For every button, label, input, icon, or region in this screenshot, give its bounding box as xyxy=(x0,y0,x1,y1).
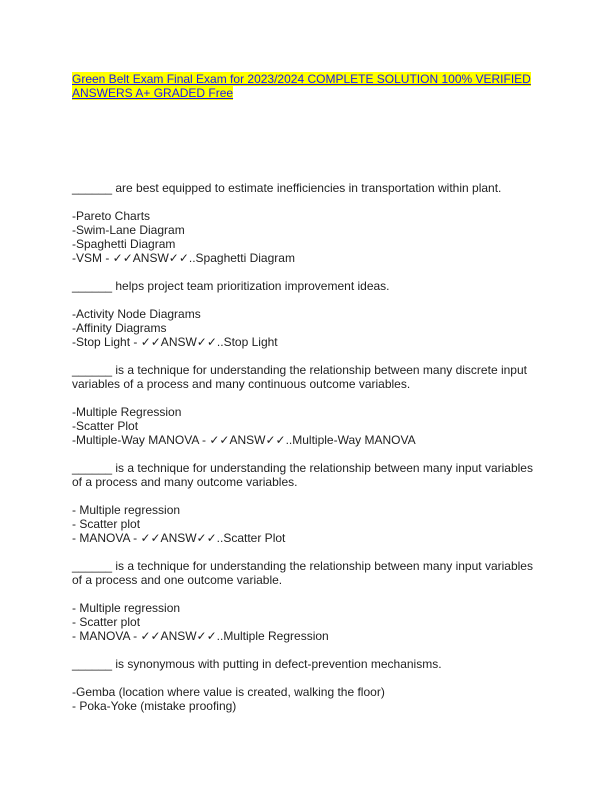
question-2-option-2: -Affinity Diagrams xyxy=(72,321,167,335)
question-6-prompt: ______ is synonymous with putting in defect-prevention mechanisms. xyxy=(72,657,442,671)
question-1-option-2: -Swim-Lane Diagram xyxy=(72,223,185,237)
question-3-option-2: -Scatter Plot xyxy=(72,419,139,433)
question-5-option-1: - Multiple regression xyxy=(72,601,181,615)
question-2-options xyxy=(72,307,542,349)
question-1-option-3: -Spaghetti Diagram xyxy=(72,237,176,251)
question-6-options xyxy=(72,685,542,713)
question-6-option-1: -Gemba (location where value is created, walking the floor) xyxy=(72,685,385,699)
question-4-options xyxy=(72,503,542,545)
question-5-prompt: ______ is a technique for understanding the relationship between many input variables of a process and one outcome variable. xyxy=(72,559,533,587)
exam-content xyxy=(72,181,542,727)
question-4-option-3: - MANOVA - ✓✓ANSW✓✓..Scatter Plot xyxy=(72,531,286,545)
question-5-option-3: - MANOVA - ✓✓ANSW✓✓..Multiple Regression xyxy=(72,629,329,643)
question-3-option-1: -Multiple Regression xyxy=(72,405,182,419)
question-4-prompt: ______ is a technique for understanding the relationship between many input variables of a process and many outcome variables. xyxy=(72,461,533,489)
question-1-option-4: -VSM - ✓✓ANSW✓✓..Spaghetti Diagram xyxy=(72,251,295,265)
title-link-line-2[interactable]: ANSWERS A+ GRADED Free xyxy=(72,86,234,100)
question-3-option-3: -Multiple-Way MANOVA - ✓✓ANSW✓✓..Multiple-Way MANOVA xyxy=(72,433,416,447)
question-2-option-3: -Stop Light - ✓✓ANSW✓✓..Stop Light xyxy=(72,335,278,349)
question-2-option-1: -Activity Node Diagrams xyxy=(72,307,201,321)
question-1-options xyxy=(72,209,542,265)
question-6-option-2: - Poka-Yoke (mistake proofing) xyxy=(72,699,237,713)
question-2-prompt: ______ helps project team prioritization improvement ideas. xyxy=(72,279,390,293)
title-link-line-1[interactable]: Green Belt Exam Final Exam for 2023/2024 COMPLETE SOLUTION 100% VERIFIED xyxy=(72,72,531,86)
question-3-prompt: ______ is a technique for understanding the relationship between many discrete input variables of a process and many continuous outcome variables. xyxy=(72,363,527,391)
question-4-option-2: - Scatter plot xyxy=(72,517,141,531)
question-1-option-1: -Pareto Charts xyxy=(72,209,151,223)
question-4-option-1: - Multiple regression xyxy=(72,503,181,517)
question-3-options xyxy=(72,405,542,447)
question-5-options xyxy=(72,601,542,643)
question-5-option-2: - Scatter plot xyxy=(72,615,141,629)
document-title xyxy=(72,72,542,100)
question-1-prompt: ______ are best equipped to estimate inefficiencies in transportation within plant. xyxy=(72,181,502,195)
